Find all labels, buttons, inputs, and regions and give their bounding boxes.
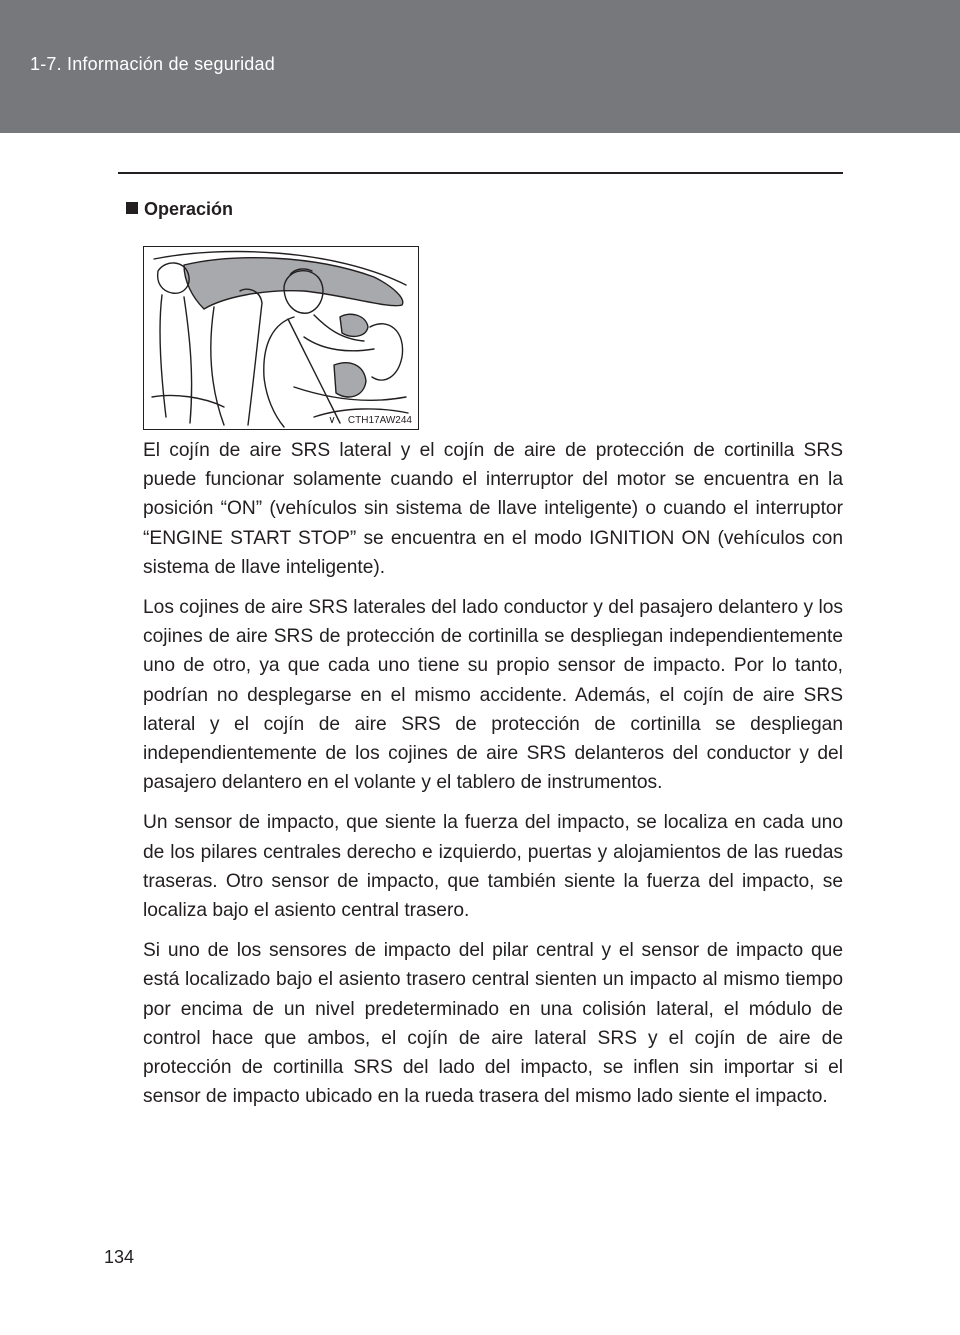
header-band: [0, 0, 960, 133]
figure-code: CTH17AW244: [347, 415, 412, 426]
paragraph-3: Un sensor de impacto, que siente la fuerza del impacto, se localiza en cada uno de los pilares centrales derecho e izquierdo, puertas y alojamientos de las ruedas traseras. Otro sensor de impacto, que también siente la fuerza del impacto, se localiza bajo el asiento central trasero.: [143, 812, 843, 922]
airbag-line-drawing: [144, 247, 418, 429]
paragraph-2: Los cojines de aire SRS laterales del lado conductor y del pasajero delantero y los cojines de aire SRS de protección de cortinilla se despliegan independientemente uno de otro, ya que cada uno tiene su propio sensor de impacto. Por lo tanto, podrían no desplegarse en el mismo accidente. Además, el cojín de aire SRS lateral y el cojín de aire SRS de protección de cortinilla se despliegan independientemente de los cojines de aire SRS delanteros del conductor y del pasajero delantero en el volante y el tablero de instrumentos.: [143, 597, 843, 794]
page-number: 134: [104, 1247, 135, 1267]
body-text: [143, 436, 843, 1122]
divider: [118, 172, 843, 174]
airbag-illustration: [143, 246, 419, 430]
section-title: 1-7. Información de seguridad: [30, 54, 275, 74]
paragraph-4: Si uno de los sensores de impacto del pilar central y el sensor de impacto que está localizado bajo el asiento trasero central sienten un impacto al mismo tiempo por encima de un nivel predeterminado en una colisión lateral, el módulo de control hace que ambos, el cojín de aire lateral SRS y el cojín de aire de protección de cortinilla SRS del lado del impacto, se inflen sin importar si el sensor de impacto ubicado en la rueda trasera del mismo lado siente el impacto.: [143, 940, 843, 1108]
subsection-heading-text: Operación: [144, 199, 234, 219]
subsection-heading: [126, 199, 233, 220]
paragraph-1: El cojín de aire SRS lateral y el cojín de aire de protección de cortinilla SRS puede funcionar solamente cuando el interruptor del motor se encuentra en la posición “ON” (vehículos sin sistema de llave inteligente) o cuando el interruptor “ENGINE START STOP” se encuentra en el modo IGNITION ON (vehículos con sistema de llave inteligente).: [143, 440, 843, 578]
square-bullet-icon: [126, 202, 138, 214]
